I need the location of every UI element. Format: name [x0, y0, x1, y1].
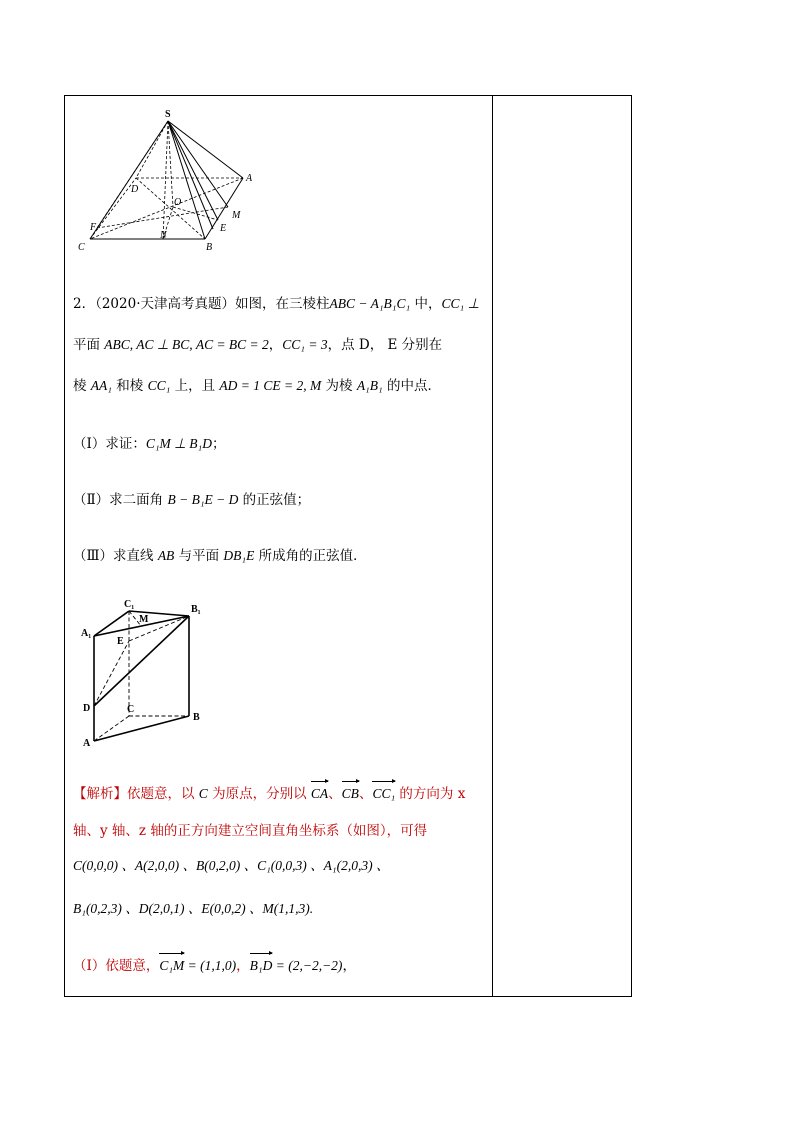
fig2-label-C1: C₁ [124, 599, 135, 610]
content-table [64, 95, 632, 997]
problem-text: 上，且 [170, 378, 220, 394]
solution-line-2 [73, 819, 427, 839]
solution-text: （Ⅰ）依题意， [73, 958, 160, 974]
problem-text: 中， [410, 296, 442, 312]
math-expression: A₁B₁ [356, 378, 383, 393]
problem-text: 平面 [73, 337, 105, 353]
solution-coords-2 [73, 897, 313, 917]
math-expression: AB [157, 548, 175, 563]
question-text: 所成角的正弦值． [254, 548, 367, 564]
vector-arrow-icon [250, 953, 273, 957]
fig2-label-E: E [117, 636, 124, 647]
coordinates: C(0,0,0) 、A(2,0,0) 、B(0,2,0) 、C₁(0,0,3) 、A₁(2,0,3) 、 [73, 858, 390, 873]
fig2-label-D: D [83, 703, 91, 714]
problem-line-2 [73, 333, 442, 353]
question-2 [73, 488, 310, 508]
solution-part-1 [73, 954, 356, 974]
fig1-label-N: N [160, 230, 167, 241]
math-expression: C₁M ⊥ B₁D [145, 436, 212, 451]
fig1-label-D: D [131, 184, 139, 195]
fig1-label-C: C [78, 242, 85, 253]
question-text: （Ⅰ）求证： [73, 436, 146, 452]
fig2-label-M: M [139, 614, 149, 625]
math-expression: AD = 1 CE = 2, M [219, 378, 322, 393]
separator: ， [342, 958, 356, 974]
vector-arrow-icon [311, 781, 328, 785]
vector-arrow-icon [342, 781, 359, 785]
math-expression: CC₁ = 3 [282, 337, 328, 352]
problem-line-1 [73, 292, 479, 312]
solution-coords-1 [73, 854, 389, 874]
problem-text: ，点 D， E 分别在 [327, 337, 443, 353]
coordinates: B₁(0,2,3) 、D(2,0,1) 、E(0,0,2) 、M(1,1,3). [73, 901, 314, 916]
math-expression: DB₁E [223, 548, 255, 563]
separator: 、 [358, 786, 373, 802]
problem-text: 为棱 [321, 378, 357, 394]
math-expression: = (2,−2,−2) [272, 958, 343, 973]
separator: ， [236, 958, 250, 974]
fig1-label-F: F [90, 222, 97, 233]
fig2-label-C: C [127, 704, 135, 715]
vector-cc1 [372, 786, 395, 802]
solution-text: 轴、y 轴、z 轴的正方向建立空间直角坐标系（如图），可得 [73, 823, 428, 839]
vector-label: B₁D [249, 958, 273, 973]
vector-label: CB [341, 786, 359, 801]
question-3 [73, 544, 367, 564]
solution-line-1 [73, 782, 465, 802]
vector-b1d [250, 958, 273, 974]
fig1-label-S: S [165, 109, 171, 120]
math-expression: ABC, AC ⊥ BC, AC = BC = 2 [104, 337, 269, 352]
vector-label: CA [310, 786, 329, 801]
math-expression: CC₁ ⊥ [441, 296, 480, 311]
vector-label: C₁M [159, 958, 185, 973]
prism-figure [79, 596, 219, 751]
fig1-label-O: O [174, 197, 182, 208]
math-expression: B − B₁E − D [167, 492, 239, 507]
column-divider [492, 96, 493, 996]
question-text: ； [212, 436, 226, 452]
math-expression: = (1,1,0) [184, 958, 237, 973]
solution-tag: 【解析】 [73, 786, 127, 802]
problem-text: 的中点． [382, 378, 441, 394]
problem-text: 和棱 [111, 378, 148, 394]
vector-arrow-icon [372, 781, 395, 785]
vector-label: CC₁ [372, 786, 396, 801]
fig2-label-A: A [83, 738, 91, 749]
problem-text: ， [268, 337, 283, 353]
fig1-label-E: E [220, 223, 227, 234]
fig1-label-A: A [246, 173, 253, 184]
problem-text: 棱 [73, 378, 91, 394]
solution-text: 的方向为 x [395, 786, 466, 802]
solution-text: 为原点，分别以 [207, 786, 311, 802]
fig1-label-B: B [206, 242, 213, 253]
fig2-label-B1: B₁ [191, 604, 201, 615]
vector-c1m [159, 958, 184, 974]
question-text: （Ⅱ）求二面角 [73, 492, 168, 508]
fig1-label-M: M [232, 210, 241, 221]
separator: 、 [328, 786, 342, 802]
fig2-label-A1: A₁ [81, 628, 92, 639]
math-expression: CC₁ [147, 378, 171, 393]
question-1 [73, 432, 226, 452]
problem-line-3 [73, 374, 441, 394]
math-expression: AA₁ [90, 378, 112, 393]
solution-text: 依题意，以 [127, 786, 199, 802]
pyramid-figure [73, 104, 263, 254]
math-expression: C [198, 786, 208, 801]
vector-arrow-icon [159, 953, 184, 957]
question-text: 的正弦值； [238, 492, 311, 508]
vector-cb [342, 786, 359, 802]
vector-ca [311, 786, 328, 802]
problem-text: 2．（2020·天津高考真题）如图，在三棱柱 [73, 296, 330, 312]
fig2-label-B: B [193, 712, 200, 723]
question-text: （Ⅲ）求直线 [73, 548, 158, 564]
question-text: 与平面 [174, 548, 224, 564]
math-expression: ABC − A₁B₁C₁ [329, 296, 411, 311]
